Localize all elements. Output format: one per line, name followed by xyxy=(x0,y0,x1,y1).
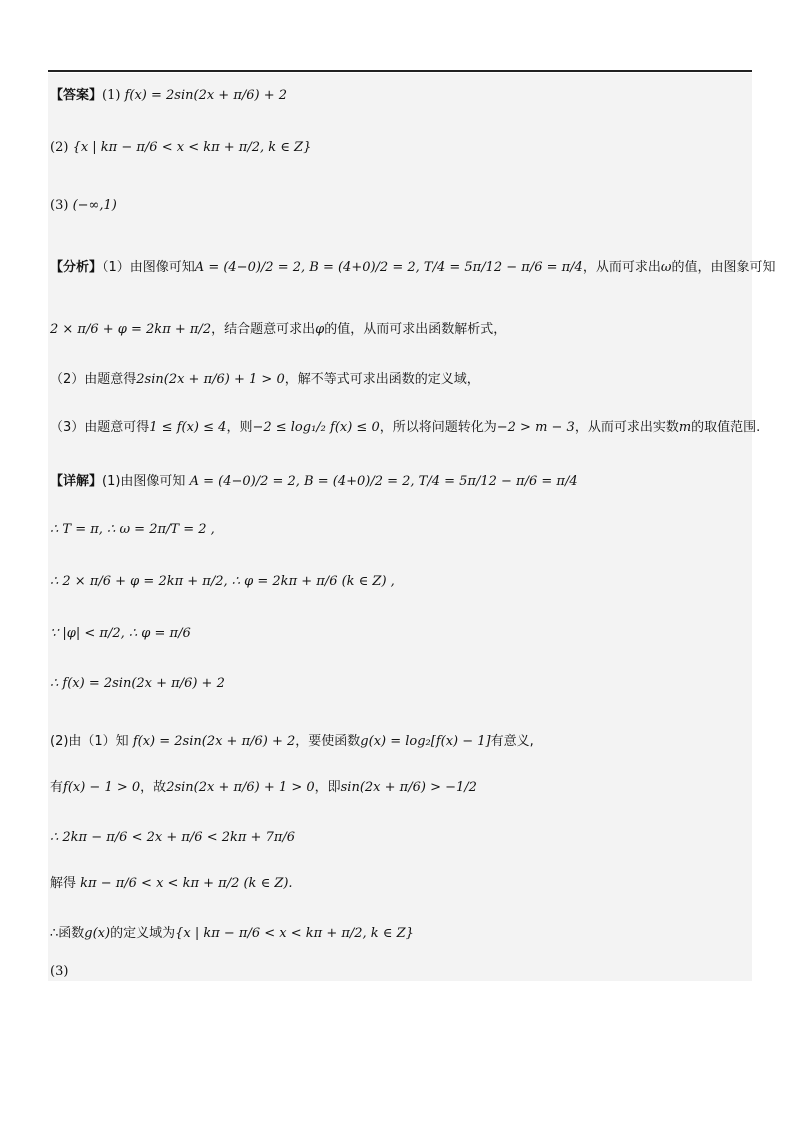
analysis-omega: ω xyxy=(660,260,672,275)
analysis-text-1a: （1）由图像可知 xyxy=(102,260,195,275)
detail-line-2 xyxy=(50,522,215,538)
detail-text-10a: ∴函数 xyxy=(50,926,85,941)
detail-text-6a: (2)由（1）知 xyxy=(50,734,129,749)
detail-part3-label: (3) xyxy=(50,964,69,979)
detail-line-1 xyxy=(50,474,578,490)
answer-line-1 xyxy=(50,88,287,104)
analysis-m: m xyxy=(678,420,692,435)
analysis-text-2b: ，结合题意可求出 xyxy=(211,322,316,337)
detail-line-8 xyxy=(50,830,295,846)
detail-math-10d: {x | kπ − π/6 < x < kπ + π/2, k ∈ Z} xyxy=(175,926,414,941)
analysis-math-4b: 1 ≤ f(x) ≤ 4 xyxy=(149,420,227,435)
analysis-text-2c: 的值，从而可求出函数解析式， xyxy=(324,322,507,337)
detail-math-7b: f(x) − 1 > 0 xyxy=(63,780,141,795)
detail-line-6 xyxy=(50,734,534,750)
detail-math-2: ∴ T = π, ∴ ω = 2π/T = 2 , xyxy=(50,522,215,537)
detail-math-7f: sin(2x + π/6) > −1/2 xyxy=(340,780,477,795)
detail-line-7 xyxy=(50,780,477,796)
analysis-math-2a: 2 × π/6 + φ = 2kπ + π/2 xyxy=(50,322,212,337)
detail-line-10 xyxy=(50,926,414,942)
detail-text-10c: 的定义域为 xyxy=(110,926,176,941)
detail-text-6e: 有意义, xyxy=(490,734,534,749)
detail-math-4: ∵ |φ| < π/2, ∴ φ = π/6 xyxy=(50,626,191,641)
detail-math-6d: g(x) = log₂[f(x) − 1] xyxy=(360,734,491,749)
detail-line-4 xyxy=(50,626,191,642)
detail-math-9b: kπ − π/6 < x < kπ + π/2 (k ∈ Z). xyxy=(80,876,293,891)
detail-line-3 xyxy=(50,574,395,590)
analysis-line-4 xyxy=(50,420,760,436)
detail-math-8: ∴ 2kπ − π/6 < 2x + π/6 < 2kπ + 7π/6 xyxy=(50,830,296,845)
analysis-math-1b: A = (4−0)/2 = 2, B = (4+0)/2 = 2, T/4 = 5π/12 − π/6 = π/4 xyxy=(194,260,583,275)
answer-line-2 xyxy=(50,140,311,156)
detail-text-7c: ，故 xyxy=(140,780,167,795)
analysis-math-4f: −2 > m − 3 xyxy=(496,420,575,435)
analysis-line-1 xyxy=(50,260,775,276)
analysis-text-4c: ，则 xyxy=(226,420,253,435)
answer-domain-set: {x | kπ − π/6 < x < kπ + π/2, k ∈ Z} xyxy=(72,140,312,155)
detail-math-6b: f(x) = 2sin(2x + π/6) + 2 xyxy=(132,734,296,749)
analysis-text-4h: 的取值范围. xyxy=(691,420,761,435)
detail-line-11 xyxy=(50,964,68,980)
top-rule xyxy=(48,70,752,72)
detail-text-6c: ，要使函数 xyxy=(295,734,361,749)
analysis-phi: φ xyxy=(315,322,325,337)
analysis-text-1d: 的值，由图象可知 xyxy=(671,260,776,275)
detail-line-5 xyxy=(50,676,225,692)
detail-math-1b: A = (4−0)/2 = 2, B = (4+0)/2 = 2, T/4 = 5π/12 − π/6 = π/4 xyxy=(189,474,578,489)
analysis-text-4g: ，从而可求出实数 xyxy=(574,420,679,435)
analysis-text-4e: ，所以将问题转化为 xyxy=(379,420,497,435)
answer-part1-label: (1) xyxy=(102,88,121,103)
analysis-text-3a: （2）由题意得 xyxy=(50,372,137,387)
answer-function: f(x) = 2sin(2x + π/6) + 2 xyxy=(124,88,288,103)
answer-part3-label: (3) xyxy=(50,198,69,213)
detail-text-9a: 解得 xyxy=(50,876,77,891)
detail-math-7d: 2sin(2x + π/6) + 1 > 0 xyxy=(166,780,315,795)
detail-math-10b: g(x) xyxy=(84,926,111,941)
analysis-math-3b: 2sin(2x + π/6) + 1 > 0 xyxy=(136,372,285,387)
analysis-text-1c: ，从而可求出 xyxy=(582,260,661,275)
answer-range: (−∞,1) xyxy=(72,198,117,213)
answer-line-3 xyxy=(50,198,117,214)
analysis-text-3c: ，解不等式可求出函数的定义域， xyxy=(284,372,480,387)
detail-text-7a: 有 xyxy=(50,780,64,795)
detail-text-7e: ，即 xyxy=(314,780,341,795)
analysis-label: 【分析】 xyxy=(50,260,103,275)
analysis-line-3 xyxy=(50,372,480,388)
detail-text-1a: (1)由图像可知 xyxy=(102,474,186,489)
answer-label: 【答案】 xyxy=(50,88,103,103)
answer-part2-label: (2) xyxy=(50,140,69,155)
analysis-line-2 xyxy=(50,322,506,338)
detail-label: 【详解】 xyxy=(50,474,103,489)
analysis-math-4d: −2 ≤ log₁/₂ f(x) ≤ 0 xyxy=(252,420,380,435)
analysis-text-4a: （3）由题意可得 xyxy=(50,420,150,435)
detail-math-3: ∴ 2 × π/6 + φ = 2kπ + π/2, ∴ φ = 2kπ + π/6 (k ∈ Z) , xyxy=(50,574,395,589)
detail-math-5: ∴ f(x) = 2sin(2x + π/6) + 2 xyxy=(50,676,225,691)
detail-line-9 xyxy=(50,876,293,892)
